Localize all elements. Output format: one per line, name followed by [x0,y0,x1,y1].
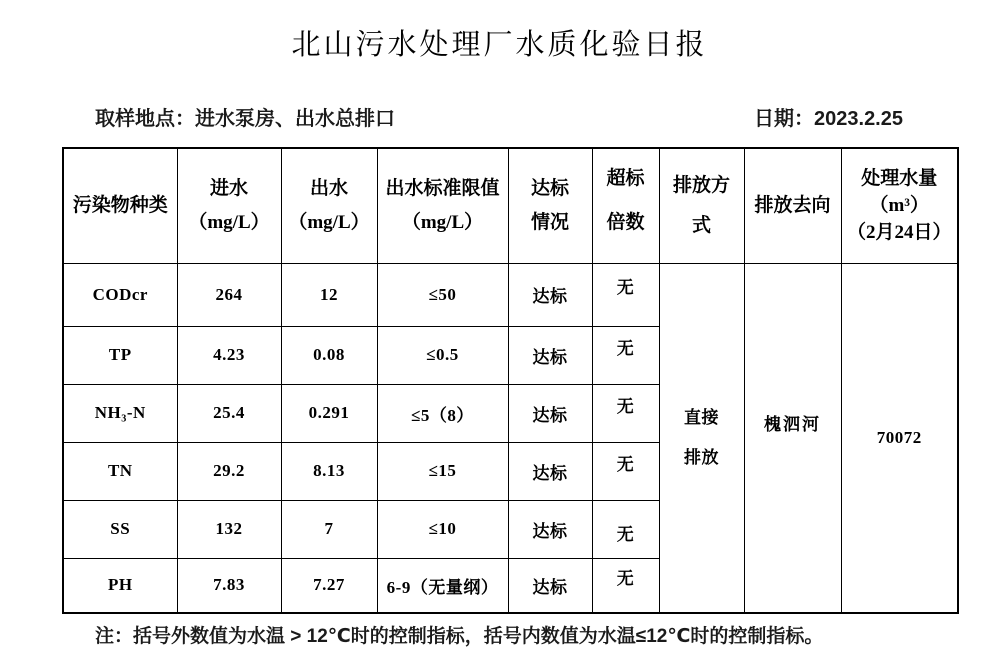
status-cell: 达标 [508,558,592,613]
treated-volume-cell: 70072 [841,263,958,613]
effluent-cell: 0.08 [281,326,377,384]
limit-cell: ≤10 [377,500,508,558]
header-row [63,148,958,263]
report-date-label: 日期：2023.2.25 [754,108,903,130]
influent-cell: 7.83 [177,558,281,613]
col-header-destination: 排放去向 [744,148,841,263]
col-header-limit: 出水标准限值 （mg/L） [377,148,508,263]
page-title: 北山污水处理厂水质化验日报 [291,29,708,61]
col-header-pollutant: 污染物种类 [63,148,177,263]
status-cell: 达标 [508,384,592,442]
influent-cell: 29.2 [177,442,281,500]
influent-cell: 264 [177,263,281,326]
limit-cell: ≤50 [377,263,508,326]
col-header-influent: 进水 （mg/L） [177,148,281,263]
pollutant-cell: SS [63,500,177,558]
exceed-cell: 无 [592,384,659,442]
exceed-cell: 无 [592,263,659,326]
table-row [63,263,958,326]
water-quality-table [62,147,959,614]
exceed-cell: 无 [592,442,659,500]
exceed-cell: 无 [592,326,659,384]
exceed-cell: 无 [592,558,659,613]
col-header-status: 达标 情况 [508,148,592,263]
effluent-cell: 0.291 [281,384,377,442]
pollutant-cell: TN [63,442,177,500]
col-header-treated-volume: 处理水量 （m³） （2月24日） [841,148,958,263]
status-cell: 达标 [508,442,592,500]
status-cell: 达标 [508,500,592,558]
limit-cell: ≤15 [377,442,508,500]
pollutant-cell: TP [63,326,177,384]
effluent-cell: 7.27 [281,558,377,613]
limit-cell: 6-9（无量纲） [377,558,508,613]
exceed-cell: 无 [592,500,659,558]
meta-row [95,102,903,131]
influent-cell: 4.23 [177,326,281,384]
sampling-location-label: 取样地点：进水泵房、出水总排口 [95,108,395,130]
effluent-cell: 8.13 [281,442,377,500]
effluent-cell: 12 [281,263,377,326]
discharge-mode-cell: 直接 排放 [659,263,744,613]
pollutant-cell: CODcr [63,263,177,326]
destination-cell: 槐泗河 [744,263,841,613]
col-header-effluent: 出水 （mg/L） [281,148,377,263]
influent-cell: 25.4 [177,384,281,442]
effluent-cell: 7 [281,500,377,558]
limit-cell: ≤5（8） [377,384,508,442]
status-cell: 达标 [508,263,592,326]
limit-cell: ≤0.5 [377,326,508,384]
pollutant-cell: PH [63,558,177,613]
footnote: 注：括号外数值为水温 > 12℃时的控制指标，括号内数值为水温≤12℃时的控制指标。 [95,626,824,647]
col-header-discharge-mode: 排放方 式 [659,148,744,263]
col-header-exceed: 超标 倍数 [592,148,659,263]
influent-cell: 132 [177,500,281,558]
pollutant-cell: NH₃-N [63,384,177,442]
status-cell: 达标 [508,326,592,384]
